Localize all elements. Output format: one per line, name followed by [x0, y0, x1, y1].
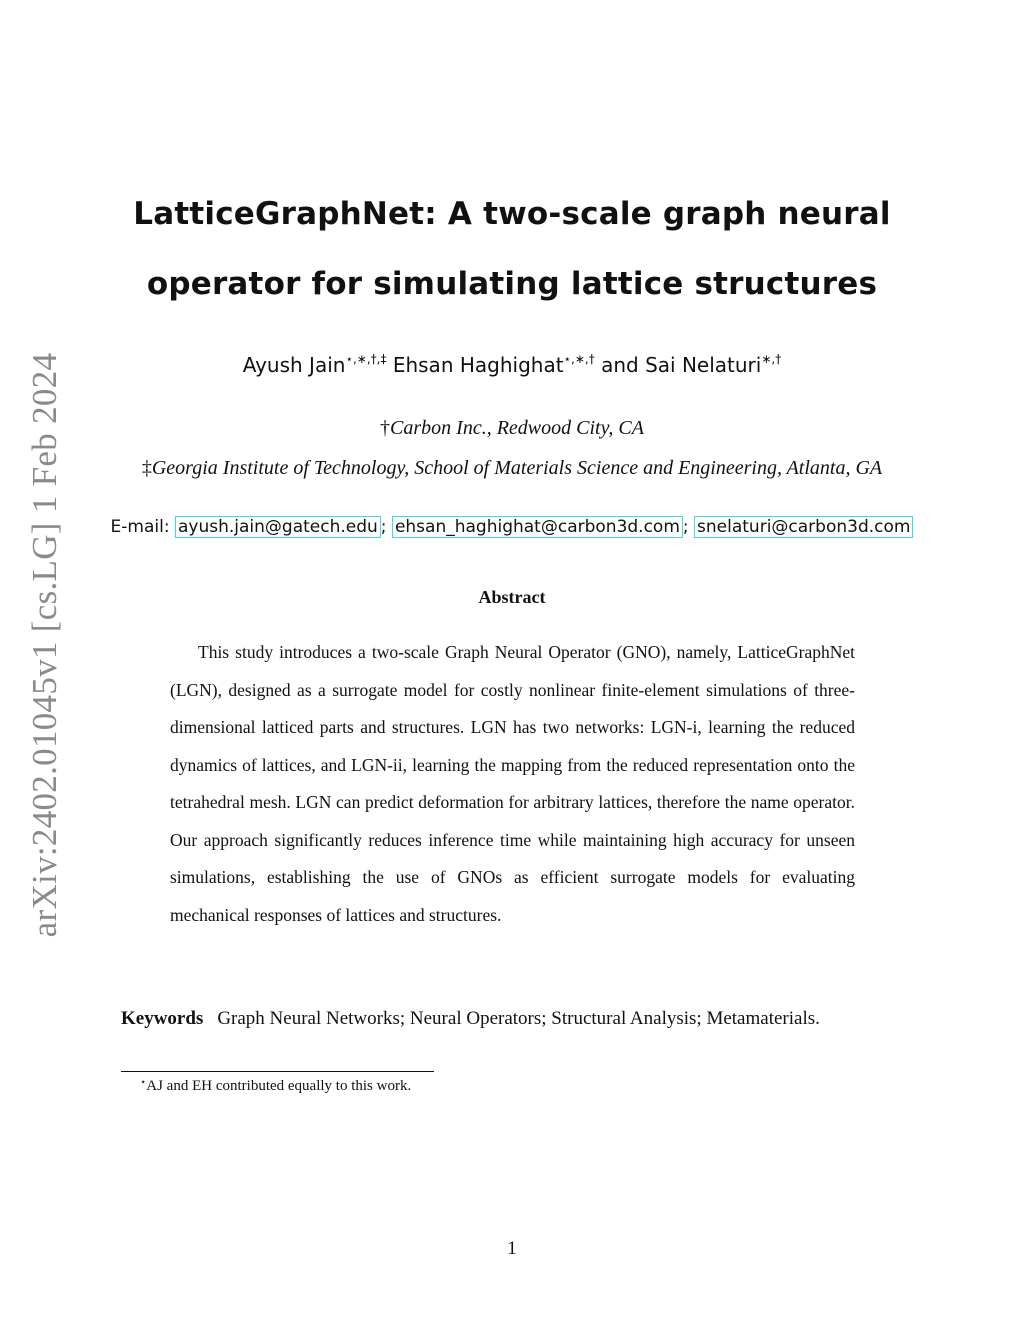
footnote-text: AJ and EH contributed equally to this work. [146, 1078, 412, 1094]
abstract-heading: Abstract [478, 587, 546, 607]
footnote-mark: ⋆ [140, 1077, 147, 1088]
author-separator: and [594, 353, 646, 377]
footnote-equal-contribution [140, 1078, 411, 1095]
author-name: Sai Nelaturi [645, 353, 762, 377]
author-name: Ehsan Haghighat [392, 353, 564, 377]
affiliation-text: Georgia Institute of Technology, School of Materials Science and Engineering, Atlanta, GA [151, 457, 883, 479]
email-link-ayush-jain[interactable]: ayush.jain@gatech.edu [175, 516, 381, 538]
email-label: E-mail: [110, 517, 170, 537]
email-link-ehsan-haghighat[interactable]: ehsan_haghighat@carbon3d.com [392, 516, 683, 538]
author-affiliation-marks: ∗,† [761, 352, 782, 366]
double-dagger-mark: ‡ [141, 457, 152, 479]
paper-title-line-2: operator for simulating lattice structures [146, 266, 878, 302]
keywords-text: Graph Neural Networks; Neural Operators; Structural Analysis; Metamaterials. [217, 1008, 820, 1029]
arxiv-identifier-stamp: arXiv:2402.01045v1 [cs.LG] 1 Feb 2024 [25, 352, 64, 938]
affiliation-georgia-tech [60, 457, 964, 480]
email-separator: ; [380, 517, 387, 537]
email-link-sai-nelaturi[interactable]: snelaturi@carbon3d.com [694, 516, 913, 538]
affiliation-carbon [60, 417, 964, 440]
abstract-body: This study introduces a two-scale Graph Neural Operator (GNO), namely, LatticeGraphNet (LGN), designed as a surrogate model for costly nonlinear finite-element simulations of three-dimensional latticed parts and structures. LGN has two networks: LGN-i, learning the reduced dynamics of lattices, and LGN-ii, learning the mapping from the reduced representation onto the tetrahedral mesh. LGN can predict deformation for arbitrary lattices, therefore the name operator. Our approach significantly reduces inference time while maintaining high accuracy for unseen simulations, establishing the use of GNOs as efficient surrogate models for evaluating mechanical responses of lattices and structures. [170, 642, 855, 925]
keywords-label: Keywords [121, 1008, 204, 1029]
keywords-paragraph [121, 999, 904, 1038]
author-list [110, 353, 914, 377]
paper-title-line-1: LatticeGraphNet: A two-scale graph neural [133, 196, 891, 232]
author-name: Ayush Jain [242, 353, 346, 377]
email-separator: ; [682, 517, 689, 537]
dagger-mark: † [380, 417, 391, 439]
footnote-divider [121, 1071, 434, 1072]
page-number: 1 [507, 1238, 517, 1259]
author-affiliation-marks: ⋆,∗,† [563, 352, 595, 366]
email-line [60, 516, 964, 538]
affiliation-text: Carbon Inc., Redwood City, CA [390, 417, 644, 439]
author-affiliation-marks: ⋆,∗,†,‡ [345, 352, 387, 366]
